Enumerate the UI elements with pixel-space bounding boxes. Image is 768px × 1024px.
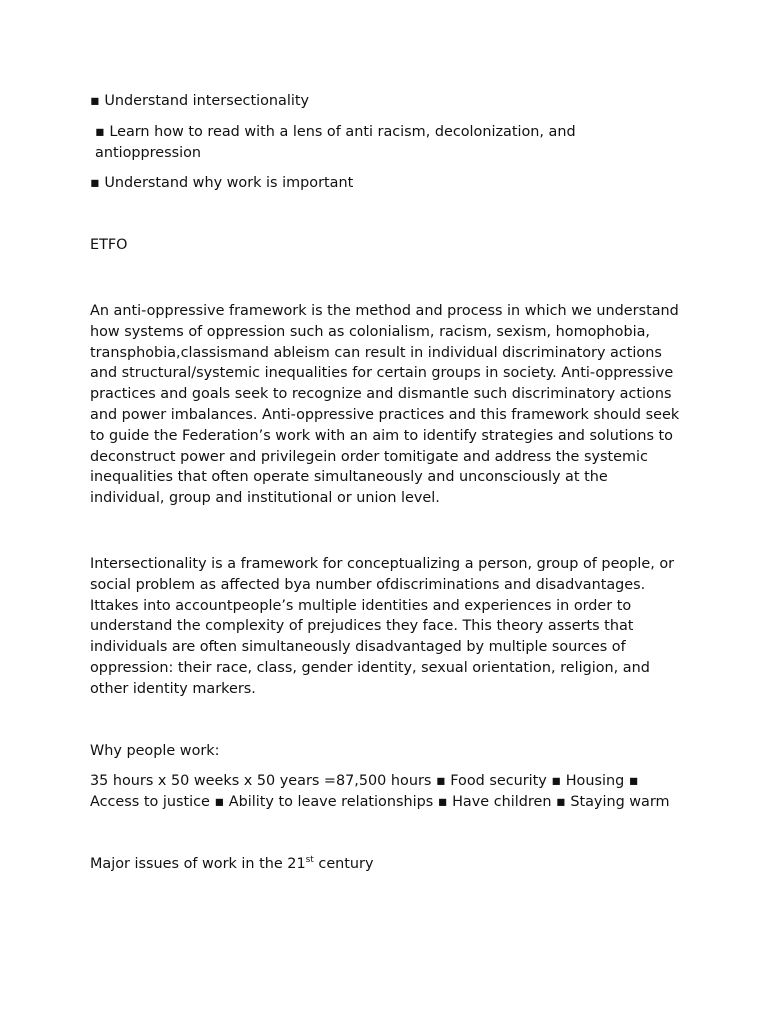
heading-major-issues	[90, 854, 680, 875]
major-issues-suffix: century	[313, 855, 374, 872]
heading-why-people-work: Why people work:	[90, 742, 220, 759]
major-issues-superscript: st	[305, 854, 314, 865]
paragraph-anti-oppressive-framework: An anti-oppressive framework is the method and process in which we understand how systems of oppression such as colonialism, racism, sexism, homophobia, transphobia,classismand ableism can result in individual discriminatory actions and structural/systemic inequalities for certain groups in society. Anti-oppressive practices and goals seek to recognize and dismantle such discriminatory actions and power imbalances. Anti-oppressive practices and this framework should seek to guide the Federation’s work with an aim to identify strategies and solutions to deconstruct power and privilegein order tomitigate and address the systemic inequalities that often operate simultaneously and unconsciously at the individual, group and institutional or union level.	[90, 302, 684, 507]
paragraph-why-people-work: 35 hours x 50 weeks x 50 years =87,500 hours ▪ Food security ▪ Housing ▪ Access to justice ▪ Ability to leave relationships ▪ Have children ▪ Staying warm	[90, 773, 670, 811]
major-issues-prefix: Major issues of work in the 21	[90, 855, 306, 872]
bullet-intersectionality: ▪ Understand intersectionality	[90, 93, 310, 109]
document-page	[90, 91, 684, 875]
paragraph-intersectionality: Intersectionality is a framework for conceptualizing a person, group of people, or social problem as affected bya number ofdiscriminations and disadvantages. Ittakes into accountpeople’s multiple identities and experiences in order to understand the complexity of prejudices they face. This theory asserts that individuals are often simultaneously disadvantaged by multiple sources of oppression: their race, class, gender identity, sexual orientation, religion, and other identity markers.	[90, 555, 679, 697]
heading-etfo: ETFO	[90, 237, 128, 254]
bullet-read-with-lens: ▪ Learn how to read with a lens of anti racism, decolonization, and antioppression	[95, 123, 581, 161]
bullet-why-work: ▪ Understand why work is important	[90, 175, 354, 192]
